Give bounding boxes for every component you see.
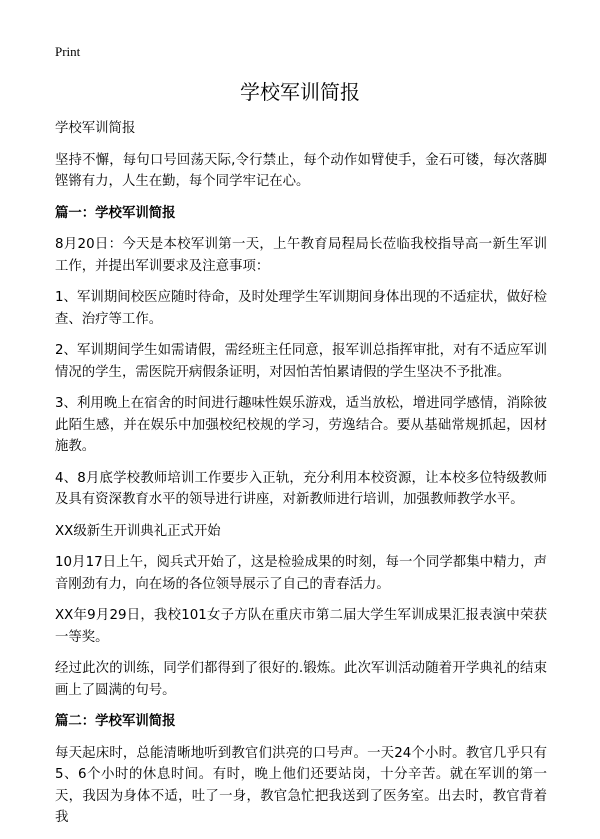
paragraph: XX级新生开训典礼正式开始 bbox=[55, 523, 221, 539]
paragraph: 经过此次的训练，同学们都得到了很好的.锻炼。此次军训活动随着开学典礼的结束画上了圆满的句号。 bbox=[55, 661, 547, 698]
print-link[interactable]: Print bbox=[55, 44, 81, 59]
article-body bbox=[55, 118, 547, 839]
paragraph: 3、利用晚上在宿舍的时间进行趣味性娱乐游戏，适当放松，增进同学感情，消除彼此陌生感，并在娱乐中加强校纪校规的学习，劳逸结合。要从基础常规抓起，因材施教。 bbox=[55, 396, 547, 454]
section-heading-1: 篇一：学校军训简报 bbox=[55, 205, 176, 221]
paragraph: 2、军训期间学生如需请假，需经班主任同意，报军训总指挥审批，对有不适应军训情况的学生，需医院开病假条证明，对因怕苦怕累请假的学生坚决不予批准。 bbox=[55, 343, 547, 380]
article-subtitle: 学校军训简报 bbox=[55, 121, 136, 136]
paragraph: XX年9月29日，我校101女子方队在重庆市第二届大学生军训成果汇报表演中荣获一等奖。 bbox=[55, 608, 547, 645]
paragraph: 4、8月底学校教师培训工作要步入正轨，充分利用本校资源，让本校多位特级教师及具有资深教育水平的领导进行讲座，对新教师进行培训，加强教师教学水平。 bbox=[55, 470, 547, 507]
paragraph: 10月17日上午，阅兵式开始了，这是检验成果的时刻，每一个同学都集中精力，声音刚劲有力，向在场的各位领导展示了自己的青春活力。 bbox=[55, 555, 547, 592]
paragraph: 8月20日：今天是本校军训第一天，上午教育局程局长莅临我校指导高一新生军训工作，并提出军训要求及注意事项： bbox=[55, 237, 547, 274]
intro-paragraph: 坚持不懈，每句口号回荡天际,令行禁止，每个动作如臂使手，金石可镂，每次落脚铿锵有力，人生在勤，每个同学牢记在心。 bbox=[55, 152, 547, 189]
section-heading-2: 篇二：学校军训简报 bbox=[55, 714, 176, 729]
paragraph: 每天起床时，总能清晰地听到教官们洪亮的口号声。一天24个小时。教官几乎只有5、6个小时的休息时间。有时，晚上他们还要站岗，十分辛苦。就在军训的第一天，我因为身体不适，吐了一身，教官急忙把我送到了医务室。出去时，教官背着我 bbox=[55, 745, 547, 825]
page-title: 学校军训简报 bbox=[240, 80, 360, 104]
paragraph: 1、军训期间校医应随时待命，及时处理学生军训期间身体出现的不适症状，做好检查、治疗等工作。 bbox=[55, 290, 547, 327]
